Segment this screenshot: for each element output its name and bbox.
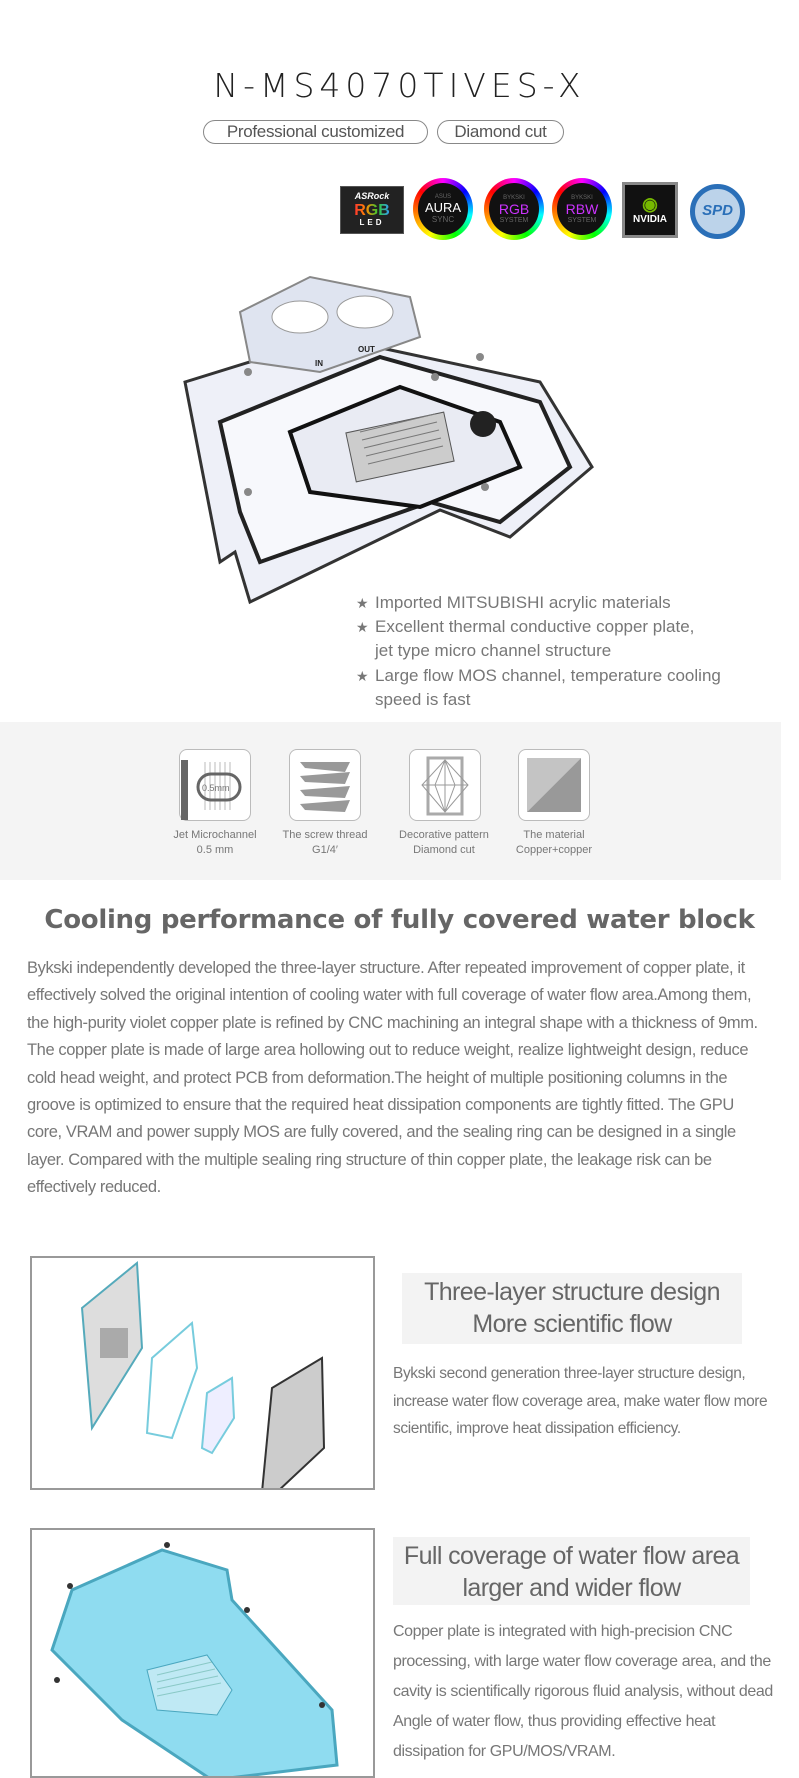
- tag-diamond-cut: Diamond cut: [437, 120, 564, 144]
- feature-label: [265, 828, 385, 858]
- logo-text: RGB: [354, 201, 390, 219]
- logo-text: SPD: [702, 202, 733, 220]
- logo-text: SYNC: [431, 215, 455, 224]
- logo-text: AURA: [424, 200, 462, 215]
- feature-label-line: 0.5 mm: [196, 844, 234, 856]
- logo-text: RBW: [565, 200, 599, 217]
- feature-label-line: The screw thread: [282, 829, 368, 841]
- star-icon: ★: [356, 668, 369, 684]
- cooling-paragraph: Bykski independently developed the three-layer structure. After repeated improvement of copper plate, it effectively solved the original intention of cooling water with full coverage of water flow area.Among them, the high-purity violet copper plate is refined by CNC machining an integral shape with a thickness of 9mm. The copper plate is made of large area hollowing out to reduce weight, realize lightweight design, reduce cold head weight, and protect PCB from deformation.The height of multiple positioning columns in the groove is optimized to ensure that the required heat dissipation components are tightly fitted. The GPU core, VRAM and power supply MOS are fully covered, and the sealing ring can be designed in a single layer. Compared with the multiple sealing ring structure of thin copper plate, the leakage risk can be effectively reduced.: [27, 959, 758, 1197]
- logo-text: BYKSKI: [571, 194, 593, 201]
- bykski-rgb-system-logo: [484, 178, 544, 240]
- logo-text: NVIDIA: [633, 214, 667, 226]
- feature-label-line: The material: [523, 829, 585, 841]
- bullet-text: jet type micro channel structure: [375, 641, 612, 660]
- out-label: OUT: [358, 345, 375, 354]
- feature-label-line: Copper+copper: [515, 844, 593, 856]
- feature-label-line: Diamond cut: [413, 844, 475, 856]
- diamond-cut-icon: [409, 749, 481, 821]
- logo-text: SYSTEM: [499, 216, 529, 224]
- logo-text: LED: [359, 218, 385, 228]
- in-label: IN: [315, 359, 323, 368]
- bullet-text: Excellent thermal conductive copper plate,: [375, 617, 695, 636]
- feature-bullet: [356, 664, 721, 712]
- feature-label-line: Decorative pattern: [399, 829, 489, 841]
- asus-aura-sync-logo: [413, 178, 473, 240]
- bullet-text: Large flow MOS channel, temperature cooling: [375, 666, 721, 685]
- water-flow-coverage-image: [30, 1528, 375, 1778]
- spd-logo: [690, 184, 745, 239]
- screw-thread-icon: [289, 749, 361, 821]
- feature-label-line: Jet Microchannel: [173, 829, 257, 841]
- icon-text: 0.5mm: [202, 783, 230, 793]
- water-block-product-image: [180, 262, 600, 612]
- feature-label: [155, 828, 275, 858]
- section-description: Bykski second generation three-layer structure design, increase water flow coverage area, make water flow more scientific, improve heat dissipation efficiency.: [393, 1365, 768, 1438]
- section-heading: Cooling performance of fully covered water block: [44, 905, 755, 935]
- feature-label: [494, 828, 614, 858]
- feature-label: [384, 828, 504, 858]
- section-title-line: larger and wider flow: [462, 1574, 681, 1602]
- section-title-line: More scientific flow: [472, 1310, 672, 1338]
- feature-label-line: G1/4′: [312, 844, 338, 856]
- feature-bullet: [356, 591, 671, 615]
- asrock-rgb-led-logo: [340, 186, 404, 234]
- copper-material-icon: [518, 749, 590, 821]
- section-title-box: [393, 1537, 750, 1605]
- bullet-text: speed is fast: [375, 690, 471, 709]
- logo-text: ASRock: [354, 190, 390, 201]
- logo-text: ASUS: [434, 194, 452, 200]
- nvidia-logo: ◉ NVIDIA: [622, 182, 678, 238]
- star-icon: ★: [356, 595, 369, 611]
- three-layer-structure-image: [30, 1256, 375, 1490]
- feature-bullet: [356, 615, 694, 663]
- section-title-box: [402, 1273, 742, 1344]
- section-title-line: Three-layer structure design: [424, 1278, 720, 1306]
- logo-text: RGB: [498, 200, 530, 217]
- logo-text: SYSTEM: [567, 216, 597, 224]
- section-title-line: Full coverage of water flow area: [403, 1542, 740, 1570]
- section-description: Copper plate is integrated with high-precision CNC processing, with large water flow coverage area, and the cavity is scientifically rigorous fluid analysis, without dead Angle of water flow, thus providing effective heat dissipation for GPU/MOS/VRAM.: [393, 1623, 773, 1760]
- bullet-text: Imported MITSUBISHI acrylic materials: [375, 593, 671, 612]
- star-icon: ★: [356, 619, 369, 635]
- tag-professional-customized: Professional customized: [203, 120, 428, 144]
- logo-text: BYKSKI: [503, 194, 525, 201]
- product-title: N-MS4070TIVES-X: [213, 66, 586, 105]
- bykski-rbw-system-logo: [552, 178, 612, 240]
- jet-microchannel-icon: [179, 749, 251, 821]
